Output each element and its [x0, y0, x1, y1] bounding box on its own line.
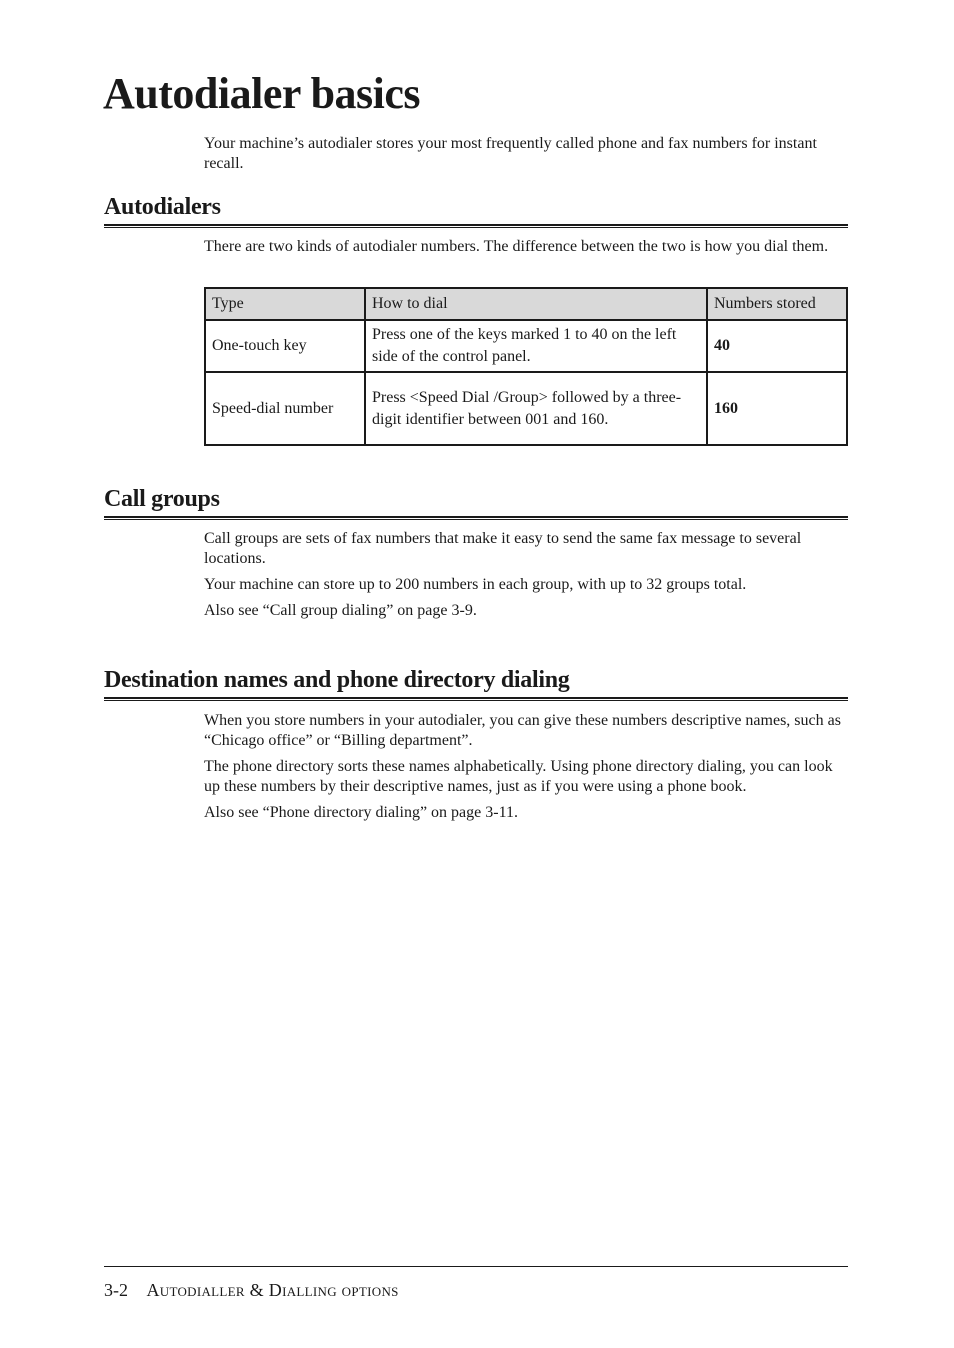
- page-number: 3-2: [104, 1280, 128, 1300]
- section-heading-call-groups: Call groups: [104, 486, 220, 512]
- table-header-row: [205, 288, 847, 320]
- table-row: [205, 372, 847, 445]
- cell-numbers-stored: 160: [707, 372, 847, 445]
- paragraph: Also see “Phone directory dialing” on page 3-11.: [204, 804, 518, 821]
- section-rule: [104, 697, 848, 701]
- paragraph: When you store numbers in your autodialer, you can give these numbers descriptive names, such as “Chicago office” or “Billing department”.: [204, 712, 841, 749]
- paragraph: Your machine can store up to 200 numbers in each group, with up to 32 groups total.: [204, 576, 747, 593]
- cell-how-to-dial: Press one of the keys marked 1 to 40 on the left side of the control panel.: [365, 320, 707, 372]
- table-row: [205, 320, 847, 372]
- destination-names-body: [204, 711, 849, 829]
- section-rule: [104, 224, 848, 228]
- paragraph: The phone directory sorts these names alphabetically. Using phone directory dialing, you can look up these numbers by their descriptive names, just as if you were using a phone book.: [204, 758, 833, 795]
- cell-type: Speed-dial number: [205, 372, 365, 445]
- column-header-type: Type: [205, 288, 365, 320]
- cell-how-to-dial: Press <Speed Dial /Group> followed by a three-digit identifier between 001 and 160.: [365, 372, 707, 445]
- paragraph: Also see “Call group dialing” on page 3-9.: [204, 602, 477, 619]
- autodialers-body: [204, 237, 849, 263]
- column-header-how-to-dial: How to dial: [365, 288, 707, 320]
- footer-rule: [104, 1266, 848, 1267]
- section-heading-autodialers: Autodialers: [104, 194, 221, 220]
- cell-type: One-touch key: [205, 320, 365, 372]
- section-heading-destination-names: Destination names and phone directory dialing: [104, 667, 570, 693]
- paragraph: Call groups are sets of fax numbers that make it easy to send the same fax message to several locations.: [204, 530, 802, 567]
- section-rule: [104, 516, 848, 520]
- chapter-title: Autodialler & Dialling options: [146, 1280, 399, 1300]
- autodialer-types-table: [204, 287, 848, 446]
- intro-paragraph: Your machine’s autodialer stores your most frequently called phone and fax numbers for instant recall.: [204, 135, 817, 172]
- page-title: Autodialer basics: [103, 69, 421, 118]
- paragraph: There are two kinds of autodialer numbers. The difference between the two is how you dial them.: [204, 238, 829, 255]
- page-footer: [104, 1278, 399, 1302]
- call-groups-body: [204, 529, 849, 627]
- cell-numbers-stored: 40: [707, 320, 847, 372]
- column-header-numbers-stored: Numbers stored: [707, 288, 847, 320]
